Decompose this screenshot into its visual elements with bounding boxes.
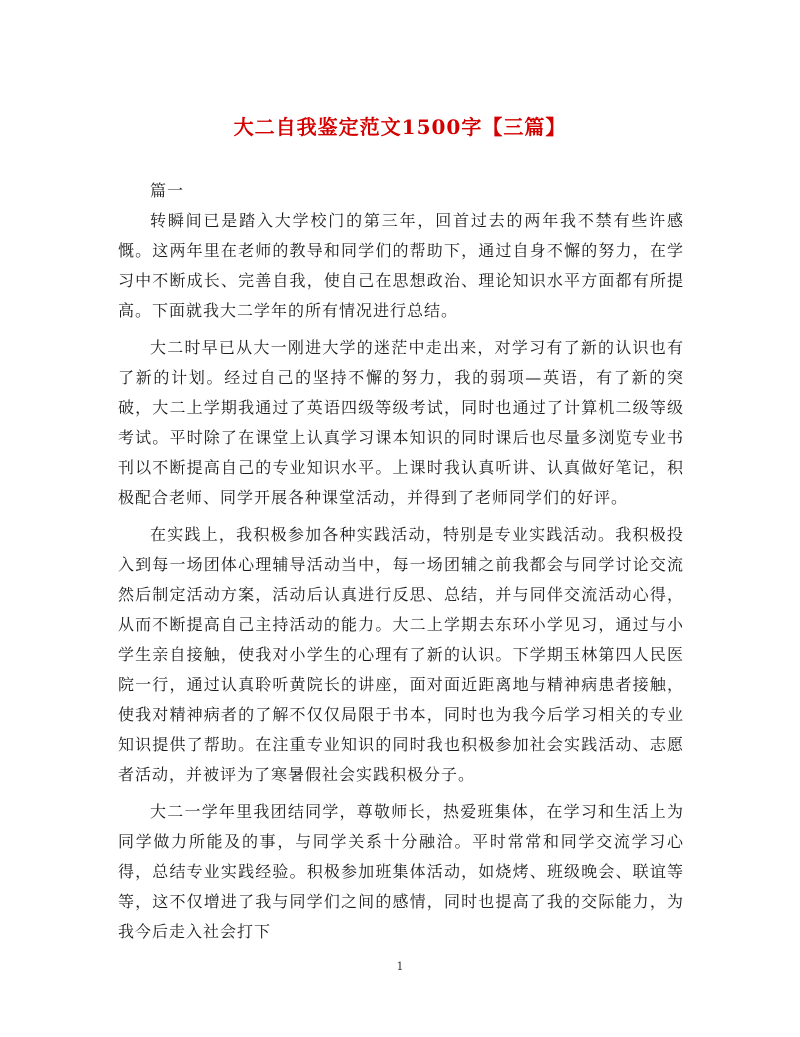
paragraph-3: 在实践上，我积极参加各种实践活动，特别是专业实践活动。我积极投入到每一场团体心理辅导活动当中，每一场团辅之前我都会与同学讨论交流然后制定活动方案，活动后认真进行反思、总结，并与同伴交流活动心得，从而不断提高自己主持活动的能力。大二上学期去东环小学见习，通过与小学生亲自接触，使我对小学生的心理有了新的认识。下学期玉林第四人民医院一行，通过认真聆听黄院长的讲座，面对面近距离地与精神病患者接触，使我对精神病者的了解不仅仅局限于书本，同时也为我今后学习相关的专业知识提供了帮助。在注重专业知识的同时我也积极参加社会实践活动、志愿者活动，并被评为了寒暑假社会实践积极分子。 [118, 525, 684, 784]
paragraph-1: 转瞬间已是踏入大学校门的第三年，回首过去的两年我不禁有些许感慨。这两年里在老师的教导和同学们的帮助下，通过自身不懈的努力，在学习中不断成长、完善自我，使自己在思想政治、理论知识水平方面都有所提高。下面就我大二学年的所有情况进行总结。 [118, 211, 684, 320]
paragraph-2: 大二时早已从大一刚进大学的迷茫中走出来，对学习有了新的认识也有了新的计划。经过自己的坚持不懈的努力，我的弱项—英语，有了新的突破，大二上学期我通过了英语四级等级考试，同时也通过了计算机二级等级考试。平时除了在课堂上认真学习课本知识的同时课后也尽量多浏览专业书刊以不断提高自己的专业知识水平。上课时我认真听讲、认真做好笔记，积极配合老师、同学开展各种课堂活动，并得到了老师同学们的好评。 [118, 338, 684, 507]
document-title: 大二自我鉴定范文1500字【三篇】 [233, 115, 567, 139]
page-number: 1 [396, 960, 404, 973]
document-body [118, 176, 684, 954]
section-label: 篇一 [150, 181, 185, 200]
paragraph-4: 大二一学年里我团结同学，尊敬师长，热爱班集体，在学习和生活上为同学做力所能及的事，与同学关系十分融洽。平时常常和同学交流学习心得，总结专业实践经验。积极参加班集体活动，如烧烤、班级晚会、联谊等等，这不仅增进了我与同学们之间的感情，同时也提高了我的交际能力，为我今后走入社会打下 [118, 802, 684, 941]
